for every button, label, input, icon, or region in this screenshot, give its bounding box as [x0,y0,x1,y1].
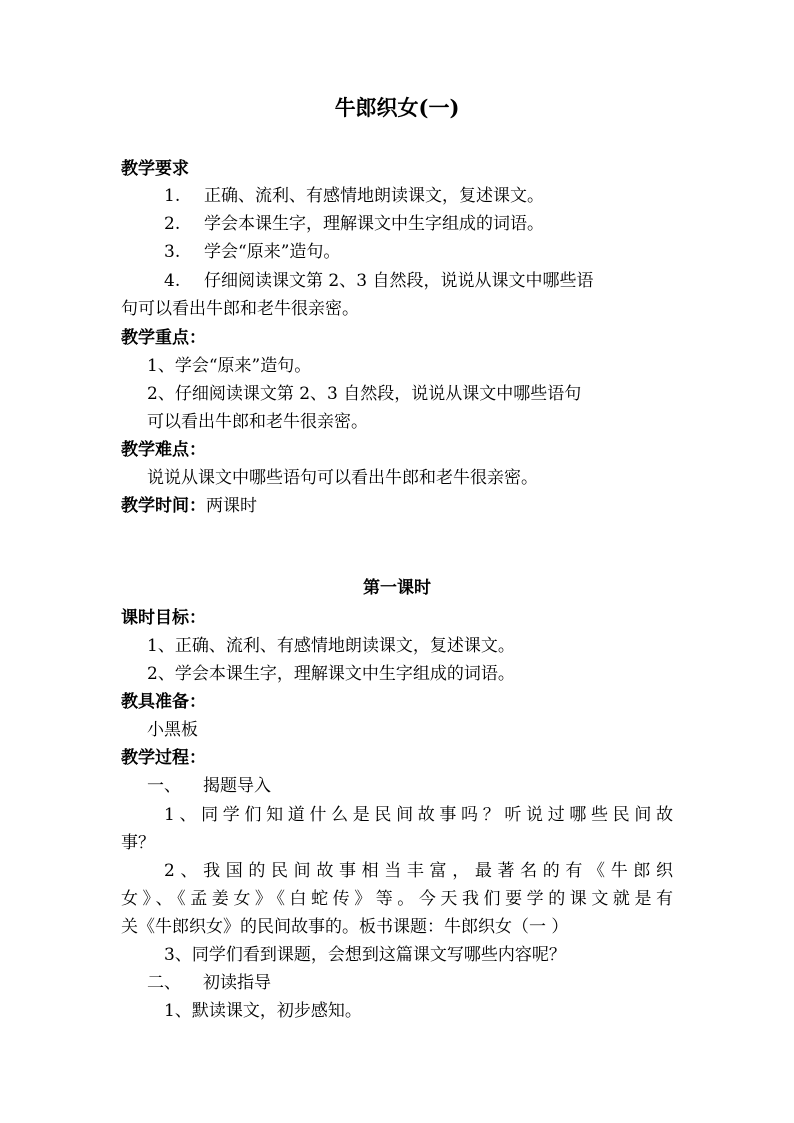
step-text: 揭题导入 [203,776,271,796]
requirement-num: 1. [164,186,181,206]
step-num: 二、 [147,973,181,993]
teaching-time [121,493,257,519]
requirement-num: 4. [164,271,181,291]
lesson1-title: 第一课时 [363,578,431,598]
requirement-item-3 [164,239,340,265]
requirement-text: 学会本课生字，理解课文中生字组成的词语。 [204,214,544,234]
requirement-item-4-continued: 句可以看出牛郎和老牛很亲密。 [121,299,359,319]
process-paragraph-4: 1、默读课文，初步感知。 [164,1001,362,1021]
requirement-item-2 [164,211,544,237]
process-paragraph-1-line-2: 事？ [121,833,155,853]
lesson1-prep: 小黑板 [147,720,198,740]
process-paragraph-3: 3、同学们看到课题，会想到这篇课文写哪些内容呢？ [164,945,566,965]
requirement-item-1 [164,183,544,209]
lesson1-prep-heading: 教具准备： [121,692,206,712]
teaching-time-label: 教学时间： [121,496,206,516]
requirement-num: 2. [164,214,181,234]
process-step-2 [147,970,271,996]
key-point-2: 2、仔细阅读课文第 2、3 自然段，说说从课文中哪些语句 [147,384,582,404]
process-paragraph-1-line-1: 1、同学们知道什么是民间故事吗？听说过哪些民间故 [164,805,673,825]
teaching-time-value: 两课时 [206,496,257,516]
lesson1-process-heading: 教学过程： [121,748,206,768]
document-title: 牛郎织女(一) [334,95,460,120]
process-paragraph-2-line-2: 女》、《孟姜女》《白蛇传》等。今天我们要学的课文就是有 [121,889,673,909]
process-paragraph-2-line-3: 关《牛郎织女》的民间故事的。板书课题：牛郎织女（一 ） [121,917,569,937]
requirement-text: 学会“原来”造句。 [204,242,341,262]
key-point-2-continued: 可以看出牛郎和老牛很亲密。 [147,412,368,432]
requirement-item-4 [164,268,593,294]
process-paragraph-2-line-1: 2、我国的民间故事相当丰富，最著名的有《牛郎织 [164,861,673,881]
lesson1-goals-heading: 课时目标： [121,608,206,628]
lesson1-goal-2: 2、学会本课生字，理解课文中生字组成的词语。 [147,664,515,684]
key-point-1: 1、学会“原来”造句。 [147,356,312,376]
difficulties-heading: 教学难点： [121,440,206,460]
key-points-heading: 教学重点： [121,328,206,348]
requirement-num: 3. [164,242,181,262]
requirements-heading: 教学要求 [121,159,189,179]
difficulties-text: 说说从课文中哪些语句可以看出牛郎和老牛很亲密。 [147,468,538,488]
requirement-text: 正确、流利、有感情地朗读课文，复述课文。 [204,186,544,206]
process-step-1 [147,773,271,799]
step-num: 一、 [147,776,181,796]
step-text: 初读指导 [203,973,271,993]
lesson1-goal-1: 1、正确、流利、有感情地朗读课文，复述课文。 [147,636,515,656]
requirement-text: 仔细阅读课文第 2、3 自然段，说说从课文中哪些语 [204,271,594,291]
